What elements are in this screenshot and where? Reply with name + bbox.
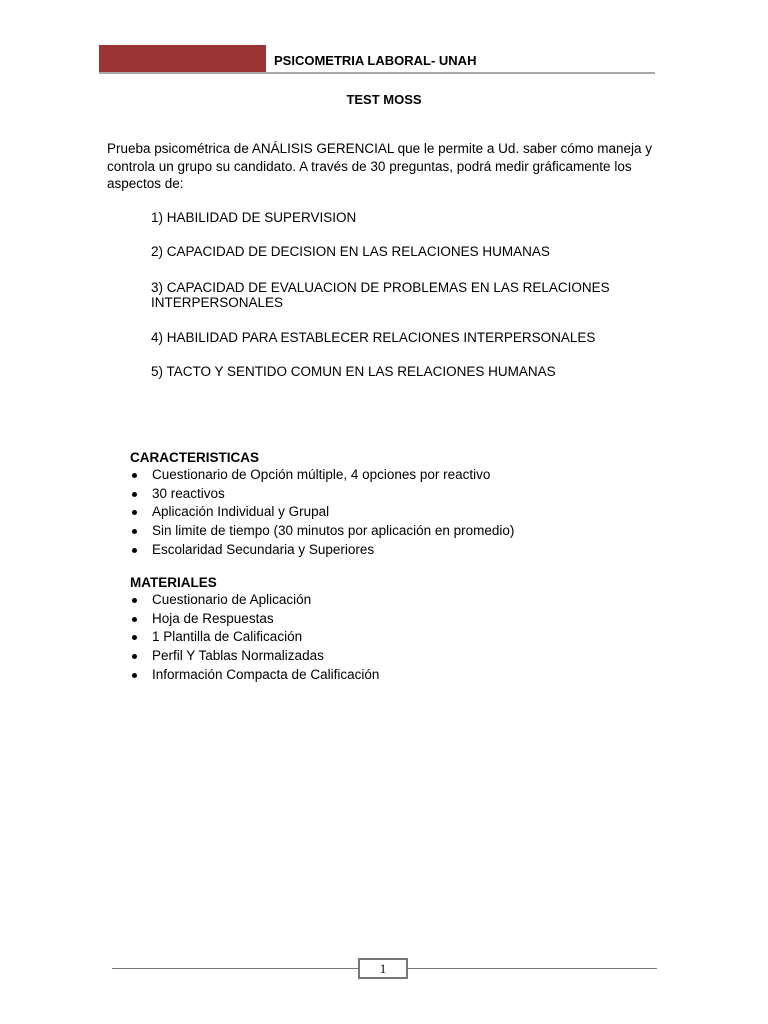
header-divider — [99, 72, 655, 74]
list-item — [130, 628, 379, 647]
page-number: 1 — [358, 958, 408, 979]
aspect-item-3: 3) CAPACIDAD DE EVALUACION DE PROBLEMAS EN LAS RELACIONES — [151, 280, 610, 295]
list-item-text: 1 Plantilla de Calificación — [152, 629, 303, 645]
list-item-text: Cuestionario de Aplicación — [152, 592, 312, 607]
bullet-icon — [132, 673, 137, 678]
materiales-heading: MATERIALES — [130, 575, 217, 590]
list-item — [130, 666, 379, 685]
list-item-text: Perfil Y Tablas Normalizadas — [152, 648, 324, 664]
list-item — [130, 466, 514, 485]
aspect-item-3-continuation: INTERPERSONALES — [151, 295, 284, 310]
header-accent-block — [99, 45, 266, 74]
aspect-item-2: 2) CAPACIDAD DE DECISION EN LAS RELACIONES HUMANAS — [151, 244, 550, 259]
bullet-icon — [132, 529, 137, 534]
intro-paragraph: Prueba psicométrica de ANÁLISIS GERENCIAL que le permite a Ud. saber cómo maneja y controla un grupo su candidato. A través de 30 preguntas, podrá medir gráficamente los aspectos de: — [107, 141, 653, 191]
header-title: PSICOMETRIA LABORAL- UNAH — [274, 53, 477, 68]
list-item-text: Escolaridad Secundaria y Superiores — [152, 541, 375, 557]
list-item — [130, 485, 514, 504]
bullet-icon — [132, 598, 137, 603]
list-item — [130, 591, 379, 610]
list-item-text: 30 reactivos — [152, 485, 225, 501]
list-item-text: Hoja de Respuestas — [152, 610, 274, 626]
aspect-item-5: 5) TACTO Y SENTIDO COMUN EN LAS RELACIONES HUMANAS — [151, 364, 556, 379]
bullet-icon — [132, 473, 137, 478]
caracteristicas-heading: CARACTERISTICAS — [130, 450, 260, 465]
list-item-text: Cuestionario de Opción múltiple, 4 opciones por reactivo — [152, 467, 491, 482]
document-title: TEST MOSS — [346, 92, 422, 107]
bullet-icon — [132, 548, 137, 553]
caracteristicas-list — [130, 466, 514, 559]
bullet-icon — [132, 617, 137, 622]
bullet-icon — [132, 510, 137, 515]
aspect-item-1: 1) HABILIDAD DE SUPERVISION — [151, 210, 357, 225]
aspect-item-4: 4) HABILIDAD PARA ESTABLECER RELACIONES INTERPERSONALES — [151, 330, 596, 345]
list-item — [130, 541, 514, 560]
list-item-text: Información Compacta de Calificación — [152, 666, 380, 682]
list-item-text: Sin limite de tiempo (30 minutos por aplicación en promedio) — [152, 523, 515, 539]
bullet-icon — [132, 654, 137, 659]
materiales-list — [130, 591, 379, 684]
list-item — [130, 647, 379, 666]
list-item — [130, 610, 379, 629]
list-item-text: Aplicación Individual y Grupal — [152, 504, 330, 520]
list-item — [130, 522, 514, 541]
bullet-icon — [132, 492, 137, 497]
bullet-icon — [132, 635, 137, 640]
list-item — [130, 503, 514, 522]
